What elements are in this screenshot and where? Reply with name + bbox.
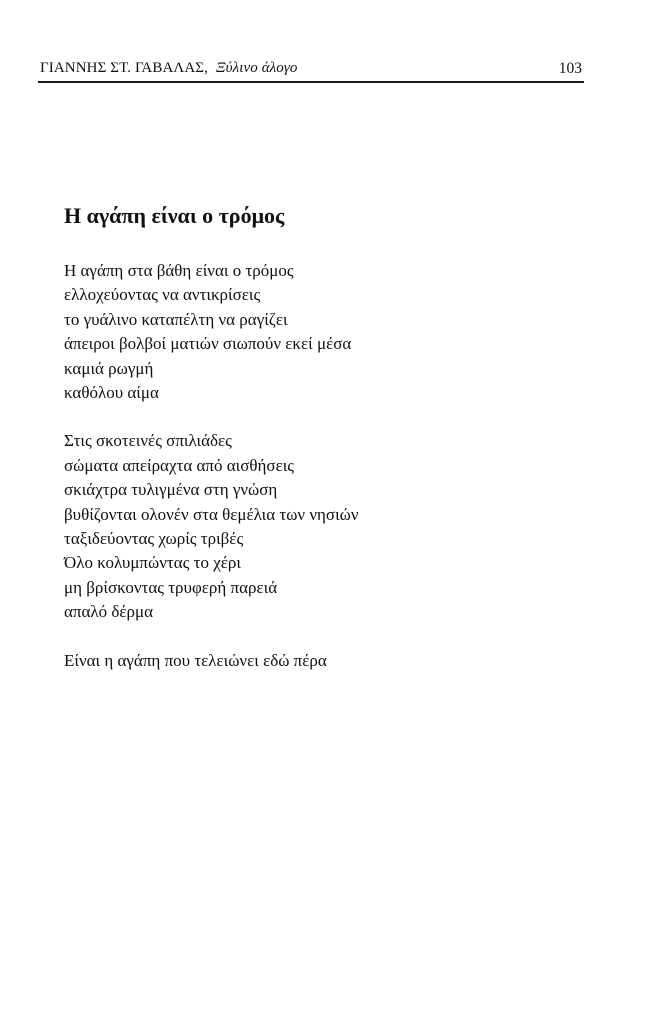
verse-line: σκιάχτρα τυλιγμένα στη γνώση — [64, 480, 278, 500]
header-author: ΓΙΑΝΝΗΣ ΣΤ. ΓΑΒΑΛΑΣ, — [40, 60, 208, 76]
verse-line: Όλο κολυμπώντας το χέρι — [64, 553, 241, 573]
poem-body — [64, 259, 564, 697]
verse-line: Η αγάπη στα βάθη είναι ο τρόμος — [64, 261, 294, 280]
poem-title: Η αγάπη είναι ο τρόμος — [64, 203, 285, 228]
verse-line: Είναι η αγάπη που τελειώνει εδώ πέρα — [64, 650, 327, 670]
verse-line: ταξιδεύοντας χωρίς τριβές — [64, 529, 244, 549]
stanza-1 — [64, 259, 564, 405]
header-book-title: Ξύλινο άλογο — [215, 60, 298, 76]
stanza-3 — [64, 649, 564, 673]
verse-line: το γυάλινο καταπέλτη να ραγίζει — [64, 309, 288, 329]
verse-line: άπειροι βολβοί ματιών σιωπούν εκεί μέσα — [64, 334, 352, 354]
verse-line: σώματα απείραχτα από αισθήσεις — [64, 455, 295, 475]
running-header — [38, 58, 584, 82]
stanza-2 — [64, 429, 564, 624]
verse-line: Στις σκοτεινές σπιλιάδες — [64, 431, 232, 451]
verse-line: απαλό δέρμα — [64, 602, 154, 622]
header-author-title — [40, 60, 298, 77]
verse-line: ελλοχεύοντας να αντικρίσεις — [64, 285, 261, 305]
verse-line: καθόλου αίμα — [64, 383, 159, 403]
verse-line: βυθίζονται ολονέν στα θεμέλια των νησιών — [64, 504, 359, 524]
page-number: 103 — [558, 60, 582, 77]
header-rule — [38, 81, 584, 83]
verse-line: καμιά ρωγμή — [64, 358, 154, 378]
verse-line: μη βρίσκοντας τρυφερή παρειά — [64, 577, 278, 597]
